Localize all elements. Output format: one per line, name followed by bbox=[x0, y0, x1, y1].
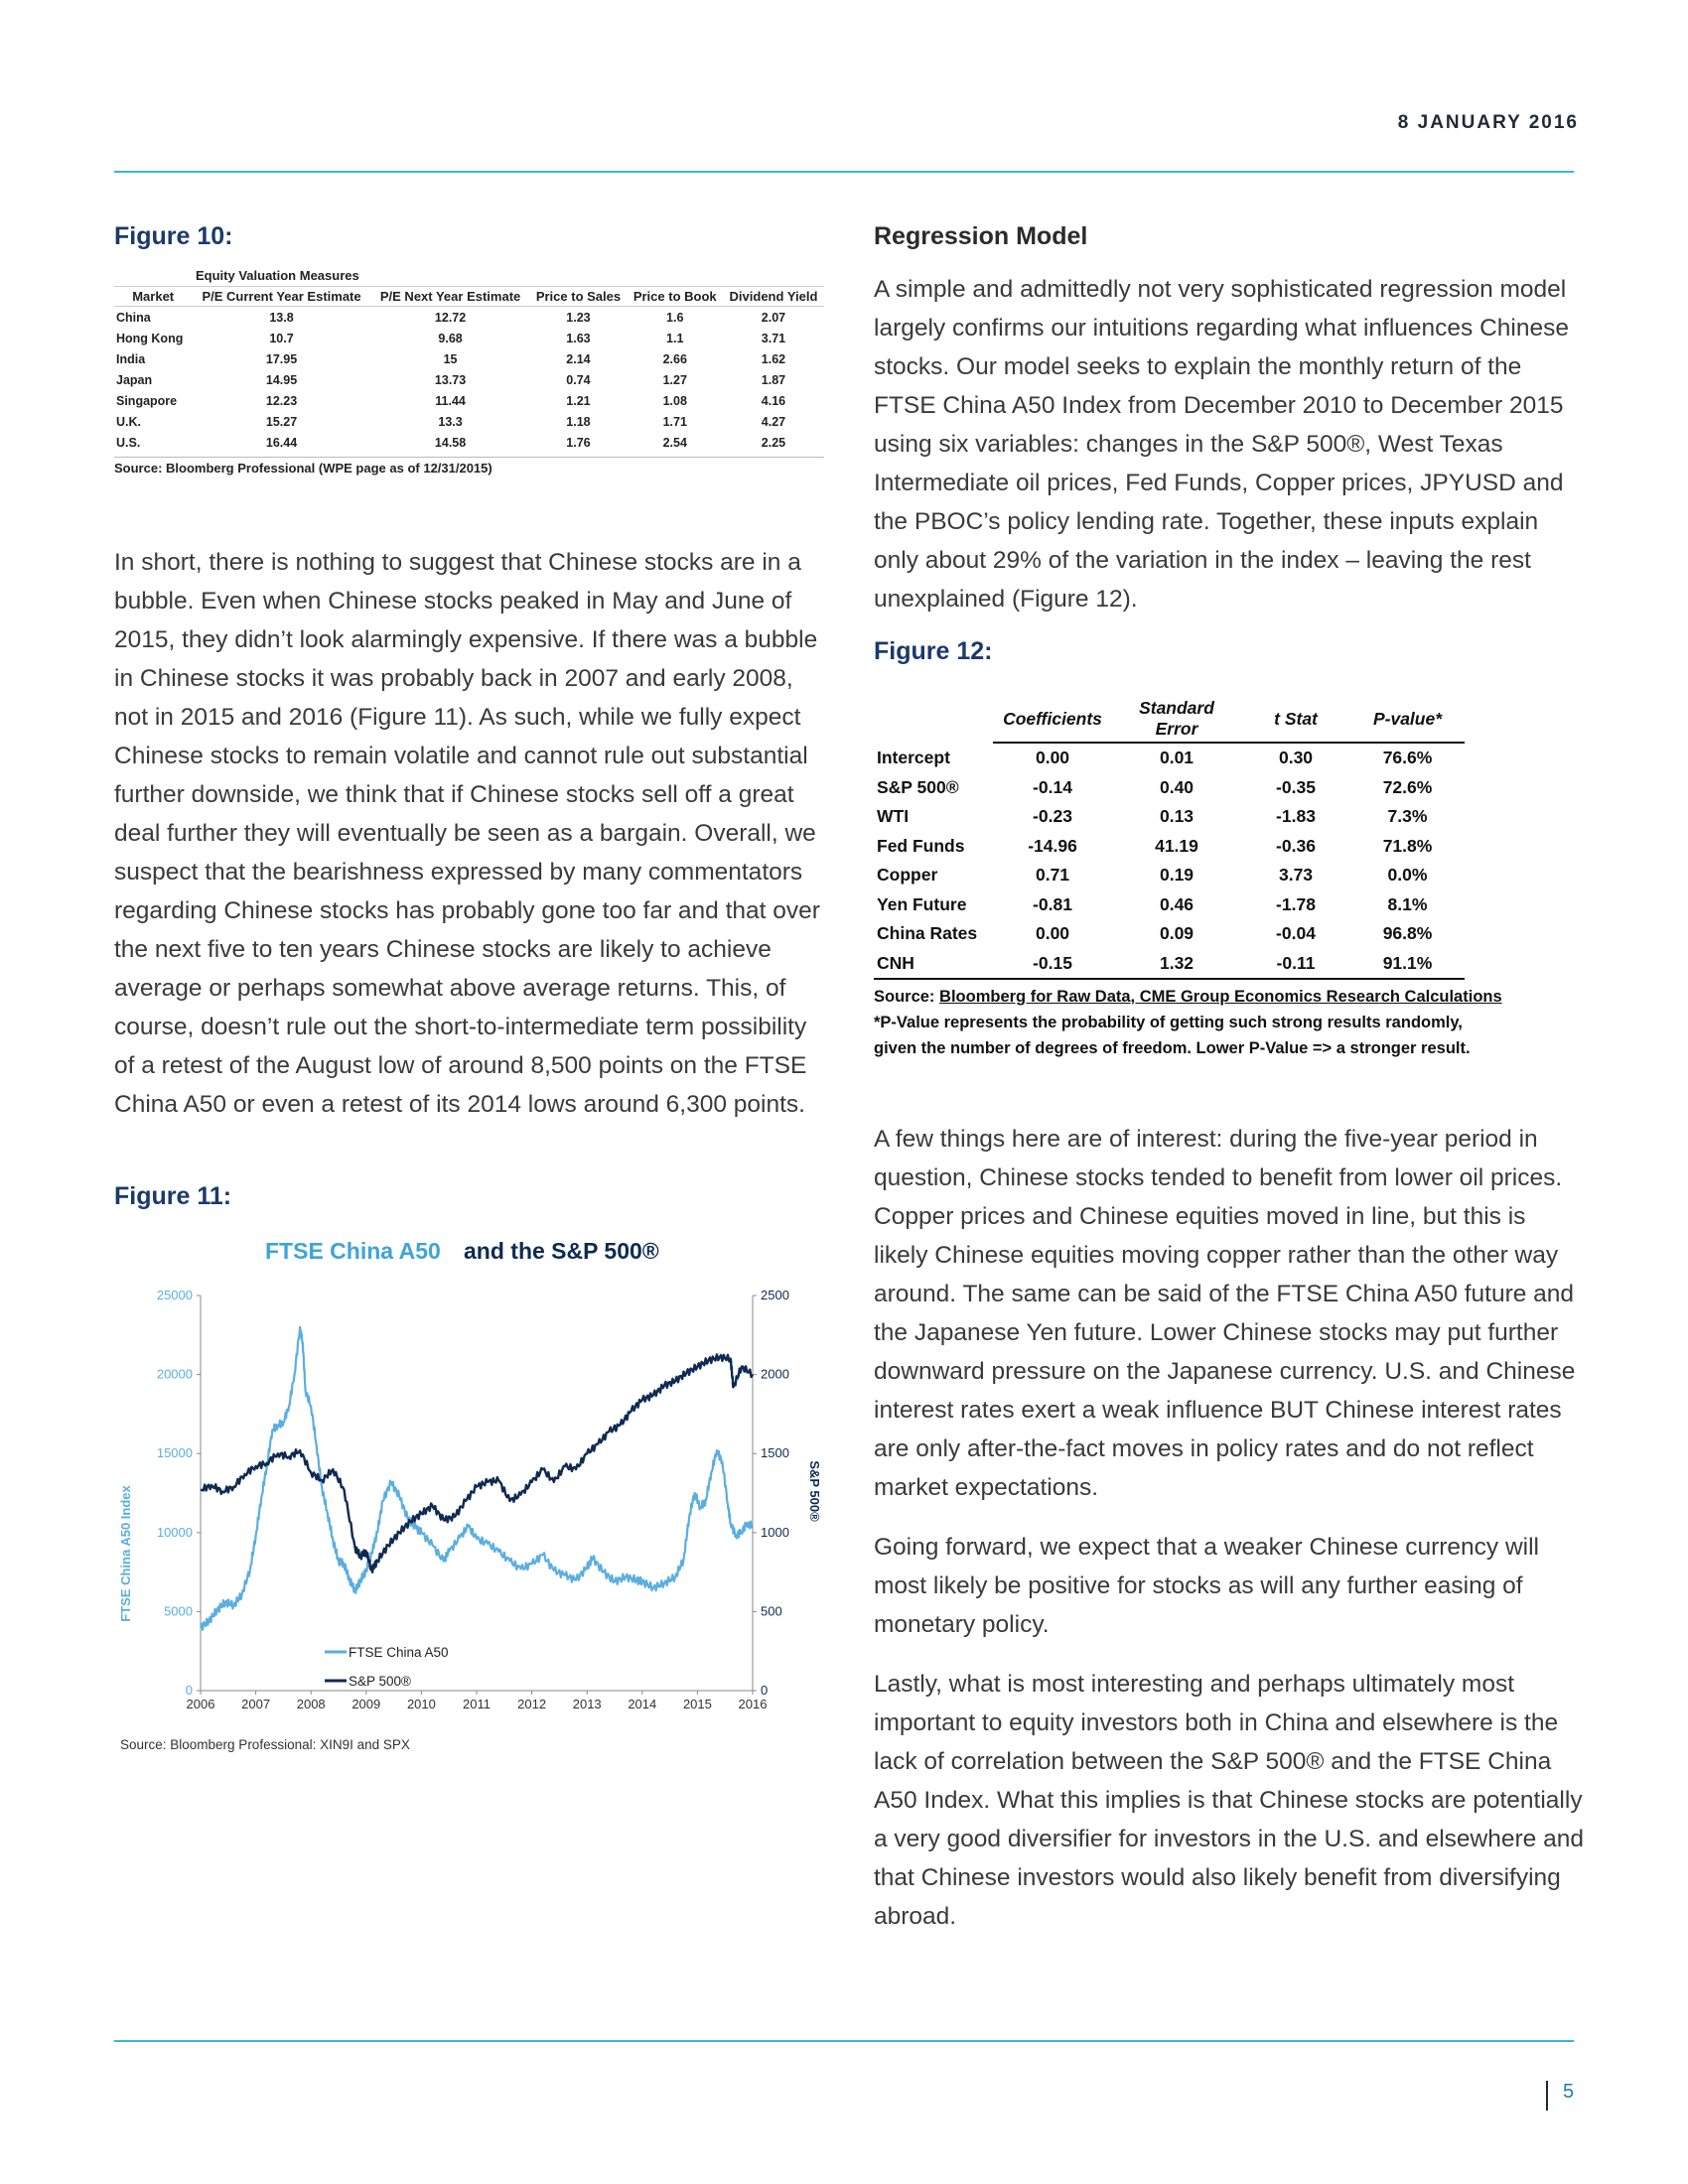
table-cell: 2.07 bbox=[761, 310, 786, 325]
table-cell: 2.25 bbox=[761, 435, 786, 450]
table-cell: Singapore bbox=[116, 393, 178, 408]
column-header: Price to Sales bbox=[529, 287, 627, 307]
x-tick-label: 2014 bbox=[628, 1697, 657, 1711]
column-header bbox=[874, 698, 993, 743]
legend-label-a50: FTSE China A50 bbox=[349, 1645, 449, 1660]
table-cell: -1.78 bbox=[1276, 893, 1316, 914]
table-cell: 1.32 bbox=[1112, 949, 1241, 980]
table-cell: 0.19 bbox=[1159, 865, 1195, 886]
table-cell: -0.36 bbox=[1276, 835, 1316, 856]
table-cell: WTI bbox=[877, 806, 910, 827]
table-cell: -0.04 bbox=[1276, 923, 1316, 944]
regression-paragraph: A simple and admittedly not very sophisticated regression model largely confirms our intuitions regarding what influences Chinese stocks. Our model seeks to explain the monthly return of the FTSE China A50 Index from December 2010 to December 2015 using six variables: changes in the S&P 500®, West Texas Intermediate oil prices, Fed Funds, Copper prices, JPYUSD and the PBOC’s policy lending rate. Together, these inputs explain only about 29% of the variation in the index – leaving the rest unexplained (Figure 12). bbox=[874, 276, 1569, 613]
table-cell: 2.14 bbox=[566, 351, 591, 366]
table-row bbox=[874, 861, 1465, 890]
report-date: 8 JANUARY 2016 bbox=[1397, 112, 1579, 133]
table-row bbox=[114, 348, 824, 369]
figure-11-source: Source: Bloomberg Professional: XIN9I and SPX bbox=[120, 1737, 410, 1752]
table-cell: 1.87 bbox=[761, 372, 786, 387]
page-number: 5 bbox=[1563, 2081, 1575, 2103]
table-row bbox=[874, 832, 1465, 862]
table-cell: 41.19 bbox=[1155, 835, 1198, 856]
table-cell: Intercept bbox=[877, 747, 950, 767]
table-cell: 1.63 bbox=[566, 331, 591, 345]
y-tick-label-left: 25000 bbox=[156, 1288, 193, 1302]
table-cell: Yen Future bbox=[877, 893, 967, 914]
y-tick-label-left: 5000 bbox=[164, 1603, 193, 1619]
p-value-note-line-2: given the number of degrees of freedom. Lower P-Value => a stronger result. bbox=[874, 1039, 1471, 1057]
table-row bbox=[874, 802, 1465, 832]
x-tick-label: 2006 bbox=[186, 1697, 215, 1711]
chart-title-part1: FTSE China A50 bbox=[265, 1238, 441, 1264]
source-prefix: Source: bbox=[874, 988, 940, 1006]
column-header: P/E Current Year Estimate bbox=[192, 287, 370, 307]
chart-title-part2: and the S&P 500® bbox=[464, 1238, 659, 1264]
x-tick-label: 2015 bbox=[682, 1697, 712, 1711]
table-cell: 91.1% bbox=[1350, 949, 1465, 980]
y-tick-label-left: 15000 bbox=[156, 1445, 193, 1461]
table-cell: CNH bbox=[874, 949, 993, 980]
table-cell: 1.71 bbox=[662, 414, 687, 429]
table-row bbox=[874, 743, 1465, 773]
table-cell: -0.81 bbox=[1033, 893, 1072, 914]
table-cell: Copper bbox=[877, 865, 938, 886]
table-cell: 0.30 bbox=[1278, 748, 1314, 768]
x-tick-label: 2008 bbox=[296, 1697, 326, 1711]
table-cell: 0.00 bbox=[1035, 923, 1070, 944]
footer-divider bbox=[114, 2040, 1574, 2042]
table-cell: -14.96 bbox=[1028, 835, 1077, 856]
table-cell: 1.21 bbox=[566, 393, 591, 408]
x-tick-label: 2013 bbox=[572, 1697, 602, 1711]
x-tick-label: 2016 bbox=[738, 1697, 768, 1711]
header-divider bbox=[114, 171, 1574, 173]
table-cell: 0.71 bbox=[1035, 865, 1070, 886]
table-cell: 1.27 bbox=[662, 372, 687, 387]
table-row bbox=[114, 390, 824, 411]
y-tick-label-right: 1500 bbox=[761, 1445, 789, 1461]
table-cell: China Rates bbox=[877, 923, 978, 944]
table-cell: 1.1 bbox=[666, 331, 684, 345]
y-tick-label-right: 1000 bbox=[761, 1524, 789, 1540]
table-cell: 4.16 bbox=[761, 393, 786, 408]
table-cell: -0.35 bbox=[1276, 776, 1316, 797]
series-line-ftse-a50 bbox=[201, 1327, 753, 1630]
table-cell: 9.68 bbox=[438, 331, 463, 345]
table-row bbox=[874, 773, 1465, 803]
x-tick-label: 2009 bbox=[352, 1697, 381, 1711]
table-row bbox=[114, 411, 824, 432]
table-cell: 1.76 bbox=[566, 435, 591, 450]
figure-11-label: Figure 11: bbox=[114, 1182, 232, 1210]
right-axis-label: S&P 500® bbox=[807, 1460, 822, 1522]
table-row bbox=[114, 432, 824, 453]
table-row bbox=[874, 949, 1465, 980]
table-cell: China bbox=[116, 310, 151, 325]
table-cell: 14.95 bbox=[265, 372, 298, 387]
x-tick-label: 2010 bbox=[406, 1697, 436, 1711]
column-header: Market bbox=[114, 287, 192, 307]
table-cell: 2.54 bbox=[662, 435, 687, 450]
column-header: P/E Next Year Estimate bbox=[371, 287, 530, 307]
chart-legend bbox=[325, 1645, 449, 1689]
table-cell: Japan bbox=[116, 372, 153, 387]
table-cell: 0.40 bbox=[1159, 776, 1195, 797]
table-cell: 1.18 bbox=[566, 414, 591, 429]
table-cell: 13.3 bbox=[438, 414, 463, 429]
table-row bbox=[114, 307, 824, 329]
table-cell: 71.8% bbox=[1382, 835, 1433, 856]
table-cell: 16.44 bbox=[265, 435, 298, 450]
table-cell: 11.44 bbox=[435, 393, 466, 408]
table-cell: 12.72 bbox=[434, 310, 467, 325]
x-tick-label: 2011 bbox=[463, 1697, 491, 1711]
table-cell: 8.1% bbox=[1387, 893, 1428, 914]
table-cell: 0.74 bbox=[566, 372, 591, 387]
table-row bbox=[114, 328, 824, 348]
figure-12-label: Figure 12: bbox=[874, 637, 993, 665]
table-cell: Fed Funds bbox=[877, 835, 965, 856]
table-cell: 10.7 bbox=[269, 331, 294, 345]
table-cell: 4.27 bbox=[761, 414, 786, 429]
column-header: P-value* bbox=[1350, 698, 1465, 743]
table-cell: 72.6% bbox=[1382, 776, 1433, 797]
table-cell: 13.73 bbox=[434, 372, 467, 387]
table-cell: 2.66 bbox=[662, 351, 687, 366]
left-axis-label: FTSE China A50 Index bbox=[118, 1485, 133, 1622]
ftse-a50-vs-sp500-chart bbox=[114, 1231, 824, 1732]
table-row bbox=[114, 369, 824, 390]
y-tick-label-right: 500 bbox=[761, 1603, 782, 1619]
figure-10-label: Figure 10: bbox=[114, 222, 233, 250]
table-cell: Hong Kong bbox=[116, 331, 184, 345]
table-row bbox=[874, 919, 1465, 949]
table-cell: -0.23 bbox=[1033, 806, 1072, 827]
table-cell: 1.08 bbox=[662, 393, 687, 408]
table-cell: 0.01 bbox=[1159, 748, 1195, 768]
table-header-row bbox=[114, 287, 824, 307]
table-cell: -0.14 bbox=[1033, 776, 1072, 797]
table-cell: 17.95 bbox=[265, 351, 298, 366]
legend-label-spx: S&P 500® bbox=[349, 1674, 411, 1689]
interest-paragraph: A few things here are of interest: during the five-year period in question, Chinese stocks tended to benefit from lower oil prices. Copper prices and Chinese equities moved in line, but this is likely Chinese equities moving copper rather than the other way around. The same can be said of the FTSE China A50 future and the Japanese Yen future. Lower Chinese stocks may put further downward pressure on the Japanese currency. U.S. and Chinese interest rates exert a weak influence BUT Chinese interest rates are only after-the-fact moves in policy rates and do not reflect market expectations. bbox=[874, 1126, 1576, 1501]
equity-valuation-table bbox=[114, 266, 824, 476]
table-cell: 0.0% bbox=[1387, 865, 1428, 886]
x-tick-label: 2012 bbox=[517, 1697, 547, 1711]
y-tick-label-left: 10000 bbox=[156, 1524, 193, 1540]
table-caption: Equity Valuation Measures bbox=[196, 268, 359, 283]
table-cell: 12.23 bbox=[265, 393, 298, 408]
table-cell: 3.73 bbox=[1278, 865, 1314, 886]
table-cell: 15 bbox=[443, 351, 458, 366]
figure-12-source bbox=[874, 984, 1579, 1061]
regression-model-heading: Regression Model bbox=[874, 222, 1088, 250]
column-header: t Stat bbox=[1241, 698, 1350, 743]
table-cell: 96.8% bbox=[1382, 923, 1433, 944]
bubble-analysis-paragraph: In short, there is nothing to suggest that Chinese stocks are in a bubble. Even when Chinese stocks peaked in May and June of 2015, they didn’t look alarmingly expensive. If there was a bubble in Chinese stocks it was probably back in 2007 and early 2008, not in 2015 and 2016 (Figure 11). As such, while we fully expect Chinese stocks to remain volatile and cannot rule out substantial further downside, we think that if Chinese stocks sell off a great deal further they will eventually be seen as a bargain. Overall, we suspect that the bearishness expressed by many commentators regarding Chinese stocks has probably gone too far and that over the next five to ten years Chinese stocks are likely to achieve average or perhaps somewhat above average returns. This, of course, doesn’t rule out the short-to-intermediate term possibility of a retest of the August low of around 8,500 points on the FTSE China A50 or even a retest of its 2014 lows around 6,300 points. bbox=[114, 549, 820, 1118]
table-cell: 0.09 bbox=[1159, 923, 1195, 944]
column-header: Price to Book bbox=[628, 287, 723, 307]
source-text: Bloomberg for Raw Data, CME Group Economics Research Calculations bbox=[939, 988, 1502, 1006]
correlation-paragraph: Lastly, what is most interesting and perhaps ultimately most important to equity investors both in China and elsewhere is the lack of correlation between the S&P 500® and the FTSE China A50 Index. What this implies is that Chinese stocks are potentially a very good diversifier for investors in the U.S. and elsewhere and that Chinese investors would also likely benefit from diversifying abroad. bbox=[874, 1671, 1584, 1930]
table-cell: S&P 500® bbox=[877, 776, 959, 797]
table-cell: U.S. bbox=[116, 435, 141, 450]
table-cell: 14.58 bbox=[434, 435, 467, 450]
column-header: Dividend Yield bbox=[723, 287, 824, 307]
table-cell: -0.11 bbox=[1241, 949, 1350, 980]
page-number-separator bbox=[1546, 2081, 1548, 2111]
table-cell: U.K. bbox=[116, 414, 141, 429]
x-tick-label: 2007 bbox=[241, 1697, 271, 1711]
table-cell: 1.23 bbox=[566, 310, 591, 325]
table-cell: 15.27 bbox=[265, 414, 298, 429]
p-value-note-line-1: *P-Value represents the probability of getting such strong results randomly, bbox=[874, 1014, 1463, 1031]
table-cell: -0.15 bbox=[993, 949, 1112, 980]
table-cell: 76.6% bbox=[1382, 748, 1433, 768]
table-cell: 7.3% bbox=[1387, 806, 1428, 827]
y-tick-label-left: 20000 bbox=[156, 1366, 193, 1382]
table-cell: -1.83 bbox=[1276, 806, 1316, 827]
table-cell: 3.71 bbox=[761, 331, 786, 345]
y-tick-label-right: 2000 bbox=[761, 1366, 789, 1382]
table-cell: 0.13 bbox=[1159, 806, 1195, 827]
y-tick-label-right: 2500 bbox=[761, 1288, 789, 1302]
table-source-note: Source: Bloomberg Professional (WPE page as of 12/31/2015) bbox=[114, 457, 824, 476]
table-cell: 1.6 bbox=[666, 310, 684, 325]
table-header-row bbox=[874, 698, 1465, 743]
regression-results-table bbox=[874, 698, 1579, 1061]
table-cell: 0.46 bbox=[1159, 893, 1195, 914]
table-row bbox=[874, 890, 1465, 920]
column-header: Standard Error bbox=[1112, 698, 1241, 743]
column-header: Coefficients bbox=[993, 698, 1112, 743]
table-cell: 1.62 bbox=[761, 351, 786, 366]
y-tick-label-right: 0 bbox=[761, 1683, 769, 1698]
table-cell: India bbox=[116, 351, 146, 366]
y-tick-label-left: 0 bbox=[185, 1683, 193, 1698]
table-cell: 13.8 bbox=[269, 310, 294, 325]
table-cell: 0.00 bbox=[1035, 748, 1070, 768]
outlook-paragraph: Going forward, we expect that a weaker Chinese currency will most likely be positive for stocks as will any further easing of monetary policy. bbox=[874, 1534, 1539, 1638]
